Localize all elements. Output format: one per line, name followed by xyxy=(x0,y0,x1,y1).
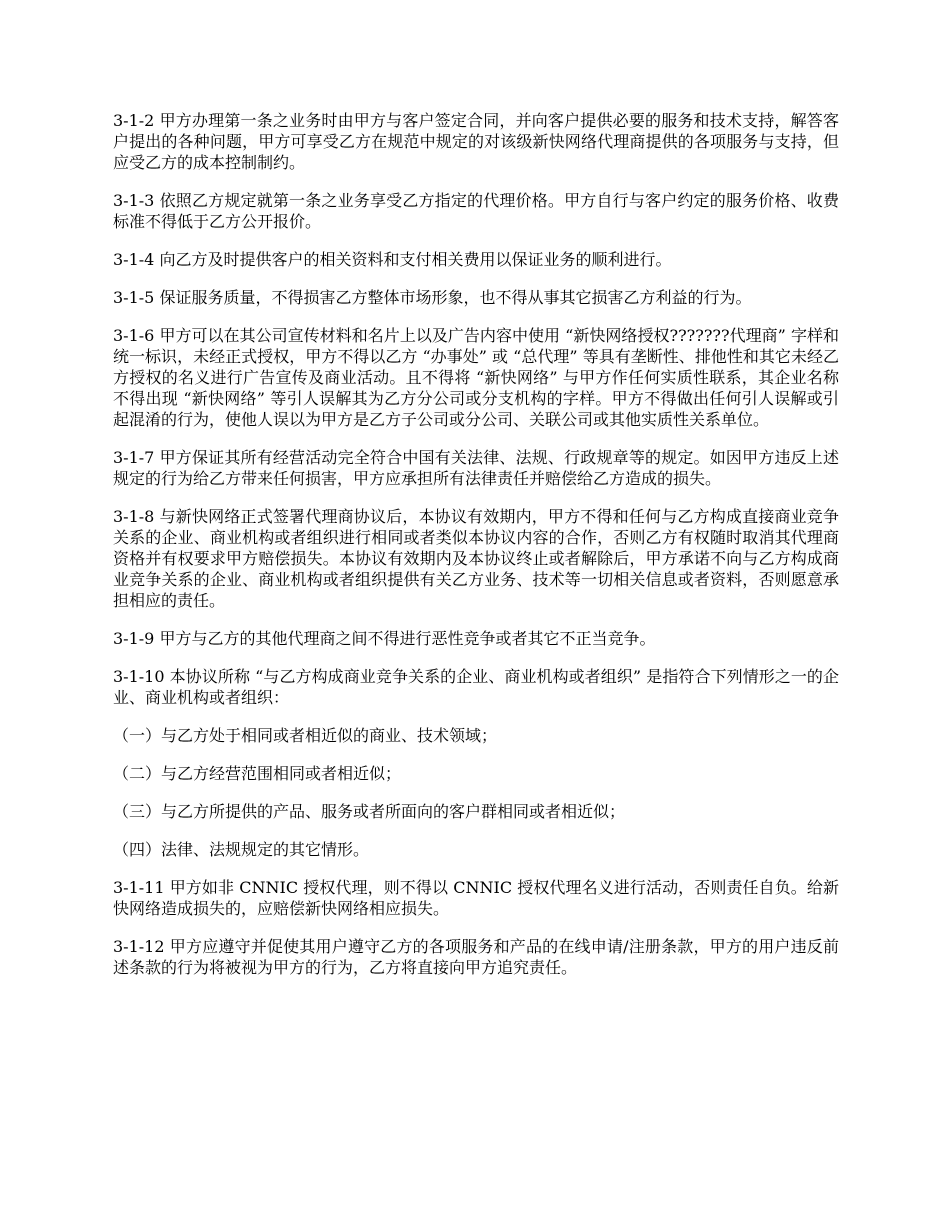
clause-3-1-3: 3-1-3 依照乙方规定就第一条之业务享受乙方指定的代理价格。甲方自行与客户约定的服务价格、收费标准不得低于乙方公开报价。 xyxy=(113,191,839,231)
list-item-3: （三）与乙方所提供的产品、服务或者所面向的客户群相同或者相近似； xyxy=(113,802,626,821)
clause-3-1-4: 3-1-4 向乙方及时提供客户的相关资料和支付相关费用以保证业务的顺利进行。 xyxy=(113,250,672,269)
list-item-2: （二）与乙方经营范围相同或者相近似； xyxy=(113,764,402,783)
clause-3-1-11: 3-1-11 甲方如非 CNNIC 授权代理，则不得以 CNNIC 授权代理名义进行活动，否则责任自负。给新快网络造成损失的，应赔偿新快网络相应损失。 xyxy=(113,878,839,918)
list-item-1: （一）与乙方处于相同或者相近似的商业、技术领域； xyxy=(113,726,498,745)
clause-3-1-10: 3-1-10 本协议所称 “与乙方构成商业竞争关系的企业、商业机构或者组织” 是指符合下列情形之一的企业、商业机构或者组织： xyxy=(113,667,839,707)
clause-3-1-6: 3-1-6 甲方可以在其公司宣传材料和名片上以及广告内容中使用 “新快网络授权???????代理商” 字样和统一标识，未经正式授权，甲方不得以乙方 “办事处” 或 “总代理” 等具有垄断性、排他性和其它未经乙方授权的名义进行广告宣传及商业活动。且不得将 “新快网络” 与甲方作任何实质性联系，其企业名称不得出现 “新快网络” 等引人误解其为乙方分公司或分支机构的字样。甲方不得做出任何引人误解或引起混淆的行为，使他人误以为甲方是乙方子公司或分公司、关联公司或其他实质性关系单位。 xyxy=(113,326,839,429)
clause-3-1-5: 3-1-5 保证服务质量，不得损害乙方整体市场形象，也不得从事其它损害乙方利益的行为。 xyxy=(113,288,752,307)
document-page xyxy=(113,110,839,995)
clause-3-1-8: 3-1-8 与新快网络正式签署代理商协议后，本协议有效期内，甲方不得和任何与乙方构成直接商业竞争关系的企业、商业机构或者组织进行相同或者类似本协议内容的合作，否则乙方有权随时取消其代理商资格并有权要求甲方赔偿损失。本协议有效期内及本协议终止或者解除后，甲方承诺不向与乙方构成商业竞争关系的企业、商业机构或者组织提供有关乙方业务、技术等一切相关信息或者资料，否则愿意承担相应的责任。 xyxy=(113,507,839,610)
clause-3-1-9: 3-1-9 甲方与乙方的其他代理商之间不得进行恶性竞争或者其它不正当竞争。 xyxy=(113,629,656,648)
clause-3-1-7: 3-1-7 甲方保证其所有经营活动完全符合中国有关法律、法规、行政规章等的规定。如因甲方违反上述规定的行为给乙方带来任何损害，甲方应承担所有法律责任并赔偿给乙方造成的损失。 xyxy=(113,448,839,488)
clause-3-1-2: 3-1-2 甲方办理第一条之业务时由甲方与客户签定合同，并向客户提供必要的服务和技术支持，解答客户提出的各种问题，甲方可享受乙方在规范中规定的对该级新快网络代理商提供的各项服务与支持，但应受乙方的成本控制制约。 xyxy=(113,111,839,172)
list-item-4: （四）法律、法规规定的其它情形。 xyxy=(113,840,370,859)
clause-3-1-12: 3-1-12 甲方应遵守并促使其用户遵守乙方的各项服务和产品的在线申请/注册条款，甲方的用户违反前述条款的行为将被视为甲方的行为，乙方将直接向甲方追究责任。 xyxy=(113,937,839,977)
